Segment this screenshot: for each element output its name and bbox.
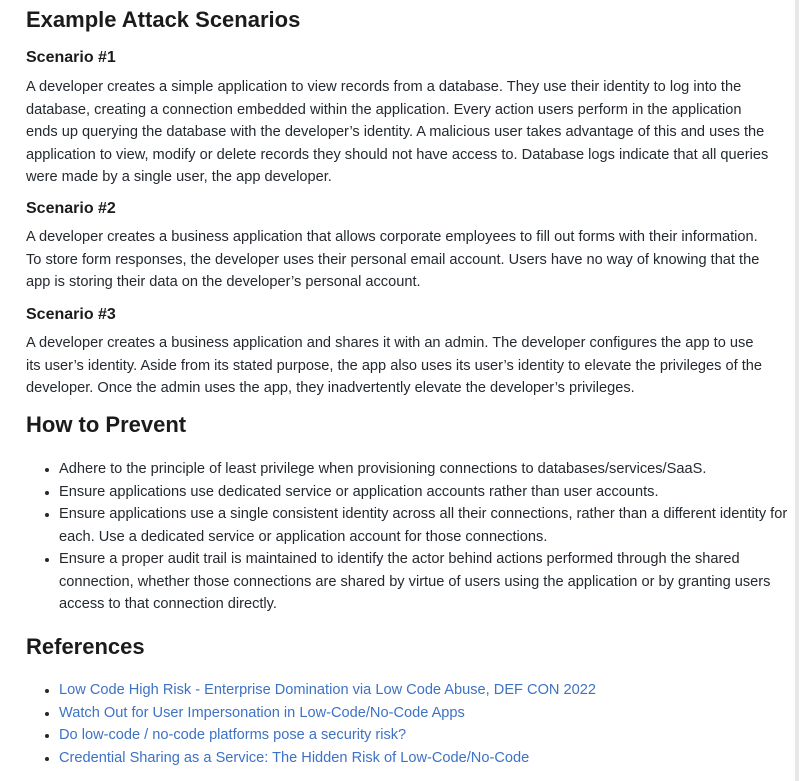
scenario-1-heading: Scenario #1 (26, 49, 116, 66)
prevention-item: • Ensure a proper audit trail is maintained to identify the actor behind actions performed through the shared connection, whether those connections are shared by virtue of users using the application or by granting users access to that connection directly. (59, 548, 799, 616)
reference-link-defcon-2022[interactable]: Low Code High Risk - Enterprise Domination via Low Code Abuse, DEF CON 2022 (59, 682, 596, 698)
how-to-prevent-heading: How to Prevent (26, 412, 187, 437)
scenario-3-text: A developer creates a business application and shares it with an admin. The developer configures the app to use its user’s identity. Aside from its stated purpose, the app also uses its user’s identity to elevate the privileges of the developer. Once the admin uses the app, they inadvertently elevate the developer’s privileges. (26, 335, 763, 396)
prevention-item: • Ensure applications use dedicated service or application accounts rather than user accounts. (59, 481, 799, 504)
reference-list-item (59, 724, 799, 747)
references-list (26, 679, 799, 769)
scenario-2-heading: Scenario #2 (26, 200, 116, 217)
scenario-2-text: A developer creates a business application that allows corporate employees to fill out forms with their information. To store form responses, the developer uses their personal email account. Users have no way of knowing that the app is storing their data on the developer’s personal account. (26, 229, 760, 290)
attack-scenarios-heading: Example Attack Scenarios (26, 7, 301, 32)
scenario-3-heading: Scenario #3 (26, 306, 116, 323)
reference-link-credential-sharing[interactable]: Credential Sharing as a Service: The Hidden Risk of Low-Code/No-Code (59, 749, 530, 766)
reference-list-item (59, 679, 799, 702)
reference-link-user-impersonation[interactable]: Watch Out for User Impersonation in Low-Code/No-Code Apps (59, 704, 465, 721)
reference-list-item (59, 747, 799, 770)
reference-link-security-risk[interactable]: Do low-code / no-code platforms pose a security risk? (59, 727, 407, 743)
prevention-item: • Adhere to the principle of least privilege when provisioning connections to databases/services/SaaS. (59, 458, 799, 481)
prevention-list (26, 458, 799, 616)
reference-list-item (59, 702, 799, 725)
prevention-item: • Ensure applications use a single consistent identity across all their connections, rather than a different identity for each. Use a dedicated service or application account for those connections. (59, 503, 799, 548)
page-edge-divider (795, 0, 799, 781)
references-heading: References (26, 634, 145, 659)
scenario-1-text: A developer creates a simple application to view records from a database. They use their identity to log into the database, creating a connection embedded within the application. Every action users perform in the application ends up querying the database with the developer’s identity. A malicious user takes advantage of this and uses the application to view, modify or delete records they should not have access to. Database logs indicate that all queries were made by a single user, the app developer. (26, 79, 769, 185)
